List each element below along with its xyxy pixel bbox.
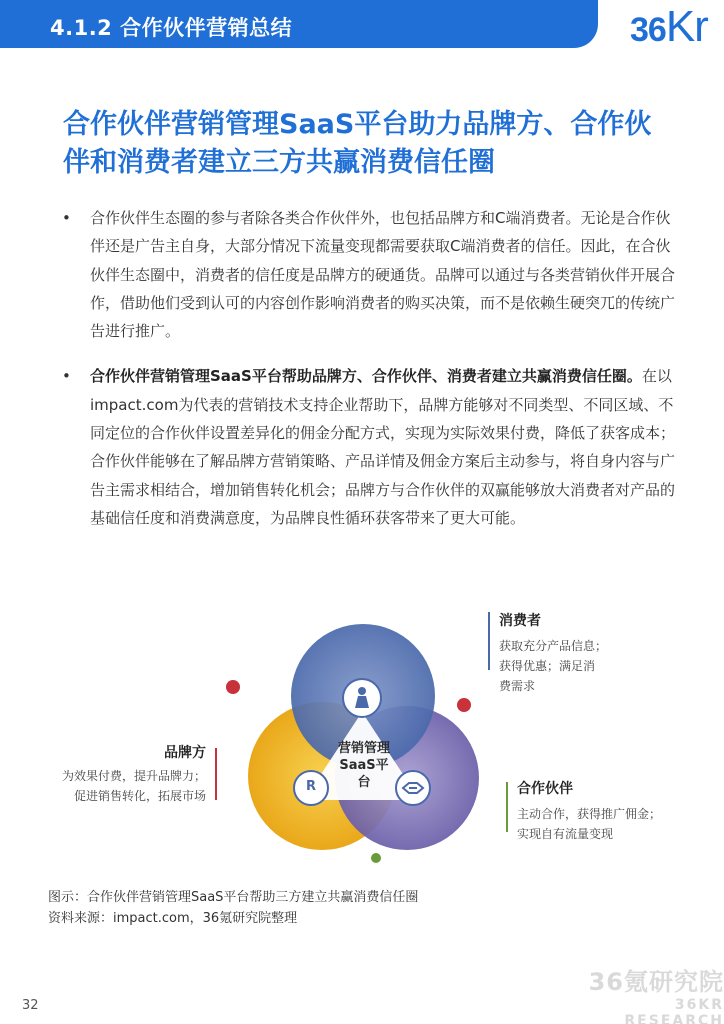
watermark xyxy=(578,962,724,1024)
watermark-line1: 36氪研究院 xyxy=(588,968,724,996)
partner-label xyxy=(517,778,661,844)
brand-desc-1: 为效果付费，提升品牌力； xyxy=(61,769,206,783)
bullet-item xyxy=(62,204,682,345)
consumer-title: 消费者 xyxy=(499,613,541,629)
bullet-text: 合作伙伴生态圈的参与者除各类合作伙伴外，也包括品牌方和C端消费者。无论是合作伙伴还是广告主自身，大部分情况下流量变现都需要获取C端消费者的信任。因此，在合伙伙伴生态圈中，消费者的信任度是品牌方的硬通货。品牌可以通过与各类营销伙伴开展合作，借助他们受到认可的内容创作影响消费者的购买决策，而不是依赖生硬突兀的传统广告进行推广。 xyxy=(90,209,676,341)
center-label xyxy=(334,740,394,791)
center-label-line2: SaaS平台 xyxy=(339,758,389,790)
bullet-item xyxy=(62,362,682,532)
partner-desc-2: 实现自有流量变现 xyxy=(517,827,614,841)
brand-title: 品牌方 xyxy=(164,745,206,761)
red-dot-right xyxy=(457,698,471,712)
red-dot-left xyxy=(226,680,240,694)
watermark-line2: 36KR RESEARCH xyxy=(624,997,724,1024)
logo-digits: 36 xyxy=(630,11,666,49)
partner-title: 合作伙伴 xyxy=(517,781,573,797)
page-title: 合作伙伴营销管理SaaS平台助力品牌方、合作伙伴和消费者建立三方共赢消费信任圈 xyxy=(63,109,652,178)
bullet-marker: • xyxy=(62,209,71,227)
bullet-lead: 合作伙伴营销管理SaaS平台帮助品牌方、合作伙伴、消费者建立共赢消费信任圈。 xyxy=(90,367,642,386)
section-title: 4.1.2 合作伙伴营销总结 xyxy=(50,16,293,40)
partner-desc-1: 主动合作，获得推广佣金； xyxy=(517,807,662,821)
consumer-desc-2: 获得优惠；满足消 xyxy=(499,659,596,673)
consumer-label xyxy=(499,610,607,696)
page-number: 32 xyxy=(22,998,39,1013)
bullet-list xyxy=(62,204,682,549)
green-dot xyxy=(371,853,381,863)
consumer-desc-3: 费需求 xyxy=(499,679,536,693)
figure-title: 图示：合作伙伴营销管理SaaS平台帮助三方建立共赢消费信任圈 xyxy=(48,890,419,905)
consumer-desc-1: 获取充分产品信息； xyxy=(499,639,608,653)
brand-logo xyxy=(630,2,708,52)
figure-caption xyxy=(48,887,418,929)
brand-label xyxy=(30,742,206,806)
header-bar xyxy=(0,0,724,51)
figure-source: 资料来源：impact.com，36氪研究院整理 xyxy=(48,911,298,926)
bullet-text: 在以impact.com为代表的营销技术支持企业帮助下，品牌方能够对不同类型、不同区域、不同定位的合作伙伴设置差异化的佣金分配方式，实现为实际效果付费，降低了获客成本；合作伙伴能够在了解品牌方营销策略、产品详情及佣金方案后主动参与，将自身内容与广告主需求相结合，增加销售转化机会；品牌方与合作伙伴的双赢能够放大消费者对产品的基础信任度和消费满意度，为品牌良性循环获客带来了更大可能。 xyxy=(90,367,676,527)
center-label-line1: 营销管理 xyxy=(337,741,390,756)
bullet-marker: • xyxy=(62,367,71,386)
brand-desc-2: 促进销售转化，拓展市场 xyxy=(73,789,206,803)
logo-letters: Kr xyxy=(665,2,708,51)
brand-icon: R xyxy=(305,779,316,794)
trust-circle-diagram xyxy=(0,590,724,880)
